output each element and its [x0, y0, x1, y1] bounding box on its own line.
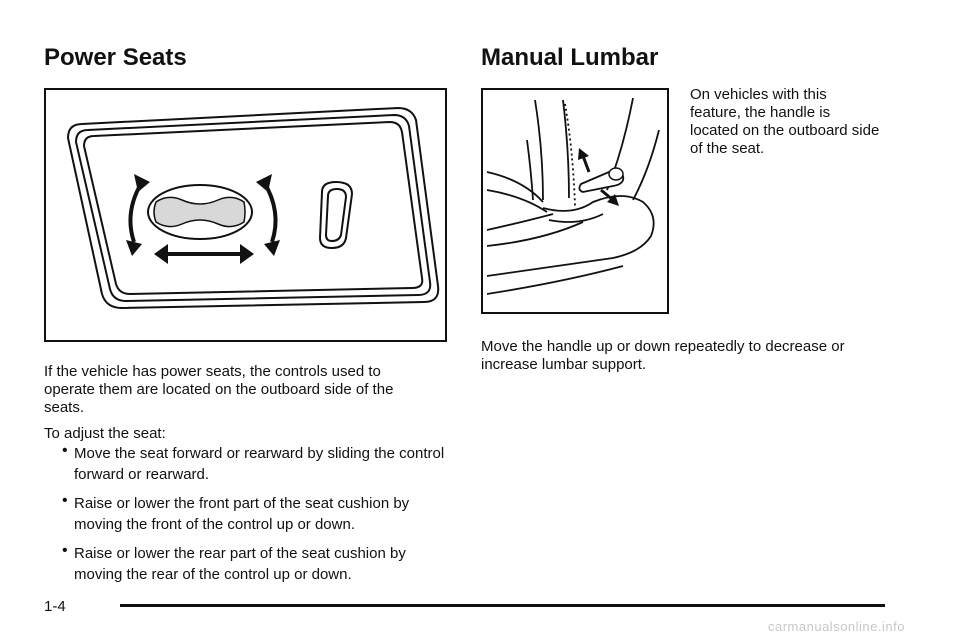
- lumbar-usage-text: Move the handle up or down repeatedly to decrease or increase lumbar support.: [481, 338, 845, 373]
- bullet-item: • Move the seat forward or rearward by sliding the control forward or rearward.: [44, 443, 454, 485]
- power-seats-description: If the vehicle has power seats, the controls used to operate them are located on the outboard side of the seats.: [44, 363, 394, 416]
- footer-rule: [120, 604, 885, 607]
- power-seats-paragraph: [44, 363, 434, 417]
- seat-control-knob: [148, 185, 252, 239]
- manual-lumbar-illustration: [481, 88, 669, 314]
- power-seat-control-illustration: [44, 88, 447, 342]
- adjust-intro: [44, 425, 434, 443]
- power-seat-control-drawing: [46, 90, 445, 340]
- bullet-item: • Raise or lower the rear part of the seat cushion by moving the rear of the control up or down.: [44, 543, 454, 585]
- adjust-bullet-list: [44, 443, 454, 593]
- power-seats-heading: Power Seats: [44, 44, 187, 71]
- watermark: carmanualsonline.info: [768, 619, 905, 634]
- page-number: 1-4: [44, 598, 66, 615]
- adjust-intro-text: To adjust the seat:: [44, 425, 166, 442]
- lumbar-location-text: On vehicles with this feature, the handle is located on the outboard side of the seat.: [690, 86, 880, 157]
- lumbar-side-paragraph: [690, 86, 880, 158]
- bullet-item: • Raise or lower the front part of the seat cushion by moving the front of the control up or down.: [44, 493, 454, 535]
- recline-switch: [320, 182, 352, 248]
- lumbar-handle: [579, 168, 623, 192]
- lumbar-handle-drawing: [483, 90, 667, 312]
- manual-lumbar-heading: Manual Lumbar: [481, 44, 659, 71]
- lumbar-paragraph: [481, 338, 901, 374]
